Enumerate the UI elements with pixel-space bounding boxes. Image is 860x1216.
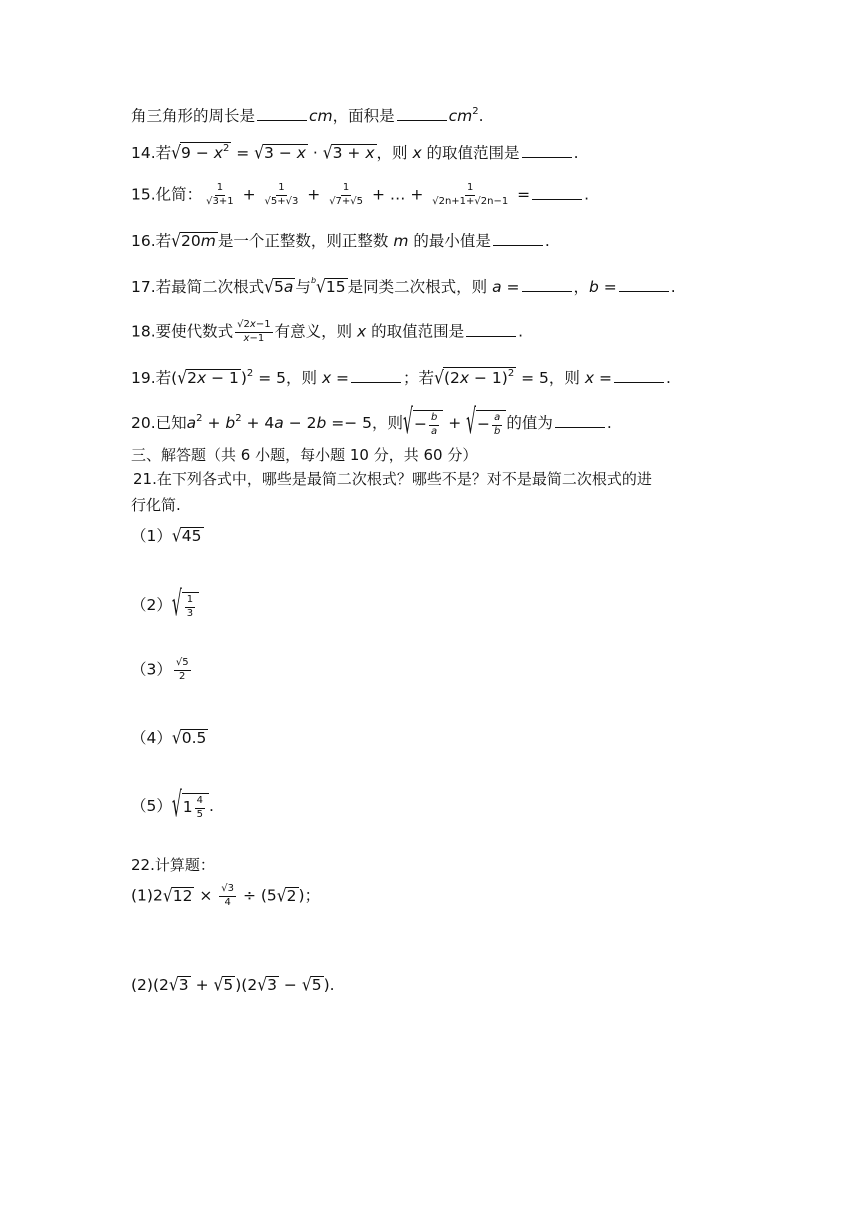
q21-part-1: （1）√45 [131,525,202,547]
q13-text: 角三角形的周长是 [131,107,256,125]
question-15: 15.化简： $\frac{1}{√3+1}$ + $\frac{1}{√5+√3}$ + $\frac{1}{√7+√5}$ + … + $\frac{1}{√2n+1+√2n-1}$ = . [131,182,590,207]
question-18: 18.要使代数式 $\frac{√2x-1}{x-1}$ 有意义，则 x 的取值范围是 . [131,319,524,344]
q21-part-4: （4）√0.5 [131,727,207,749]
section-heading: 三、解答题（共 6 小题，每小题 10 分，共 60 分） [131,446,478,464]
question-19: 19.若(√2x − 1 )$^2$ = 5，则 x = ；若$√(2x - 1)^2 = 5$，则 x = . [131,367,671,389]
q21-part-5: （5） √ 1 $\frac{4}{5}$ . [131,785,214,825]
question-21-line1: 21.在下列各式中，哪些是最简二次根式？哪些不是？对不是最简二次根式的进 [133,470,652,488]
q21-part-3: （3） $\frac{√5}{2}$ [131,657,189,682]
question-14: 14.若$√9 - x^2 = √3 - x \cdot √3 + x$ ，则 x 的取值范围是 . [131,142,579,164]
question-13-continued: 角三角形的周长是 cm，面积是 $cm^2$. [131,106,484,125]
question-20: 20.已知$a^2 + b^2 + 4a - 2b =- 5$，则 √ − $\frac{b}{a}$ + √ − $\frac{a}{b}$ 的值为 . [131,402,612,442]
question-21-line2: 行化简. [131,496,181,514]
q22-part-1: (1)2√12 × $\frac{√3}{4}$ ÷ (5√2 )； [131,883,321,908]
question-17: 17.若最简二次根式√5a 与$^b$√15 是同类二次根式，则 a = ，b = . [131,276,676,298]
q22-part-2: (2)(2√3 + √5 )(2√3 − √5 ). [131,974,335,996]
question-16: 16.若√20m 是一个正整数，则正整数 m 的最小值是 . [131,230,550,252]
q21-part-2: （2） √ $\frac{1}{3}$ [131,592,199,619]
question-22: 22.计算题： [131,856,215,874]
